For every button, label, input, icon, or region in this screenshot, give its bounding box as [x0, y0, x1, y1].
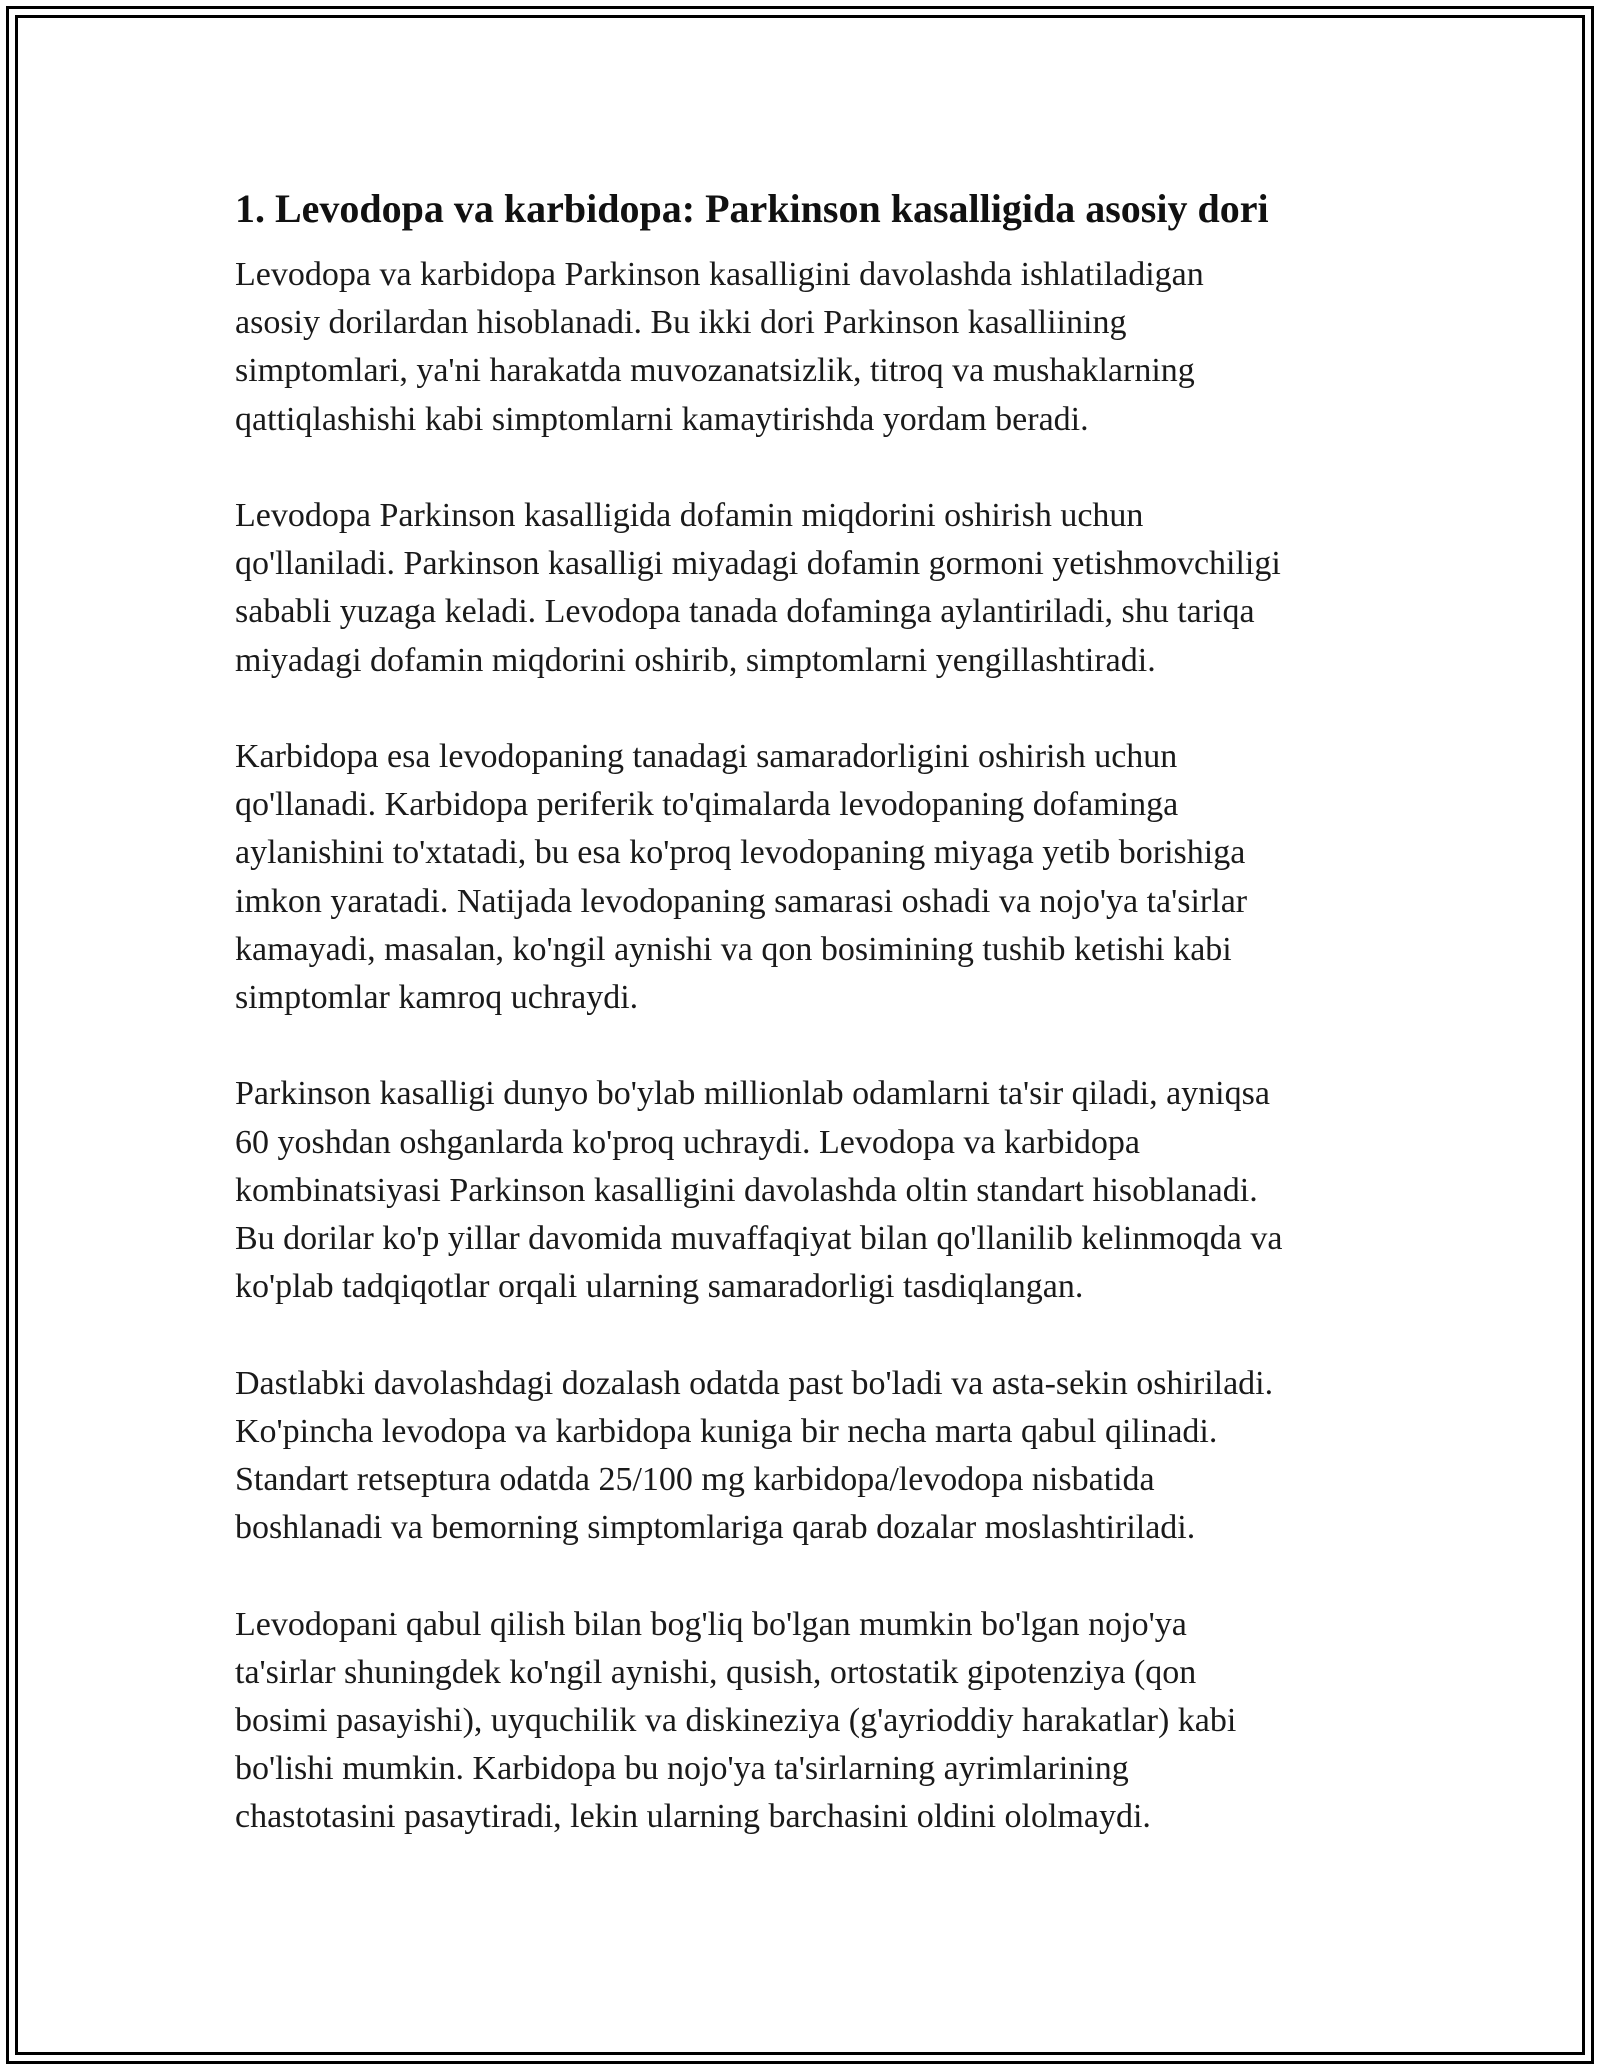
text-line: 60 yoshdan oshganlarda ko'proq uchraydi. Levodopa va karbidopa	[235, 1123, 1140, 1161]
paragraph-4	[235, 1070, 1375, 1311]
text-line: Parkinson kasalligi dunyo bo'ylab millionlab odamlarni ta'sir qiladi, ayniqsa	[235, 1075, 1270, 1113]
paragraph-5	[235, 1360, 1375, 1553]
text-line: kamayadi, masalan, ko'ngil aynishi va qon bosimining tushib ketishi kabi	[235, 930, 1232, 968]
text-line: Ko'pincha levodopa va karbidopa kuniga bir necha marta qabul qilinadi.	[235, 1412, 1218, 1450]
text-line: bo'lishi mumkin. Karbidopa bu nojo'ya ta'sirlarning ayrimlarining	[235, 1750, 1129, 1788]
paragraph-1	[235, 251, 1375, 444]
text-line: Levodopa va karbidopa Parkinson kasalligini davolashda ishlatiladigan	[235, 256, 1204, 293]
text-line: Levodopa Parkinson kasalligida dofamin miqdorini oshirish uchun	[235, 497, 1144, 534]
text-line: ko'plab tadqiqotlar orqali ularning samaradorligi tasdiqlangan.	[235, 1268, 1084, 1306]
text-line: boshlanadi va bemorning simptomlariga qarab dozalar moslashtiriladi.	[235, 1509, 1196, 1547]
text-line: qattiqlashishi kabi simptomlarni kamaytirishda yordam beradi.	[235, 400, 1089, 438]
text-line: ta'sirlar shuningdek ko'ngil aynishi, qusish, ortostatik gipotenziya (qon	[235, 1653, 1197, 1691]
text-line: Levodopani qabul qilish bilan bog'liq bo'lgan mumkin bo'lgan nojo'ya	[235, 1605, 1187, 1643]
text-line: Bu dorilar ko'p yillar davomida muvaffaqiyat bilan qo'llanilib kelinmoqda va	[235, 1220, 1283, 1258]
text-line: simptomlari, ya'ni harakatda muvozanatsizlik, titroq va mushaklarning	[235, 352, 1195, 390]
text-line: qo'llaniladi. Parkinson kasalligi miyadagi dofamin gormoni yetishmovchiligi	[235, 545, 1281, 583]
text-line: aylanishini to'xtatadi, bu esa ko'proq levodopaning miyaga yetib borishiga	[235, 834, 1246, 872]
text-line: kombinatsiyasi Parkinson kasalligini davolashda oltin standart hisoblanadi.	[235, 1171, 1258, 1209]
paragraph-6	[235, 1601, 1375, 1842]
section-heading: 1. Levodopa va karbidopa: Parkinson kasalligida asosiy dori	[235, 186, 1269, 231]
text-line: chastotasini pasaytiradi, lekin ularning barchasini oldini ololmaydi.	[235, 1798, 1151, 1836]
text-line: imkon yaratadi. Natijada levodopaning samarasi oshadi va nojo'ya ta'sirlar	[235, 882, 1248, 920]
text-line: Dastlabki davolashdagi dozalash odatda past bo'ladi va asta-sekin oshiriladi.	[235, 1364, 1274, 1402]
text-line: simptomlar kamroq uchraydi.	[235, 979, 639, 1017]
paragraph-3	[235, 733, 1375, 1022]
text-line: Karbidopa esa levodopaning tanadagi samaradorligini oshirish uchun	[235, 738, 1178, 775]
text-line: miyadagi dofamin miqdorini oshirib, simptomlarni yengillashtiradi.	[235, 641, 1156, 679]
document-body	[235, 185, 1375, 1890]
text-line: sababli yuzaga keladi. Levodopa tanada dofaminga aylantiriladi, shu tariqa	[235, 593, 1255, 631]
text-line: asosiy dorilardan hisoblanadi. Bu ikki dori Parkinson kasalliining	[235, 304, 1127, 342]
paragraph-2	[235, 492, 1375, 685]
text-line: qo'llanadi. Karbidopa periferik to'qimalarda levodopaning dofaminga	[235, 786, 1179, 824]
text-line: Standart retseptura odatda 25/100 mg karbidopa/levodopa nisbatida	[235, 1461, 1155, 1499]
text-line: bosimi pasayishi), uyquchilik va diskineziya (g'ayrioddiy harakatlar) kabi	[235, 1702, 1237, 1740]
